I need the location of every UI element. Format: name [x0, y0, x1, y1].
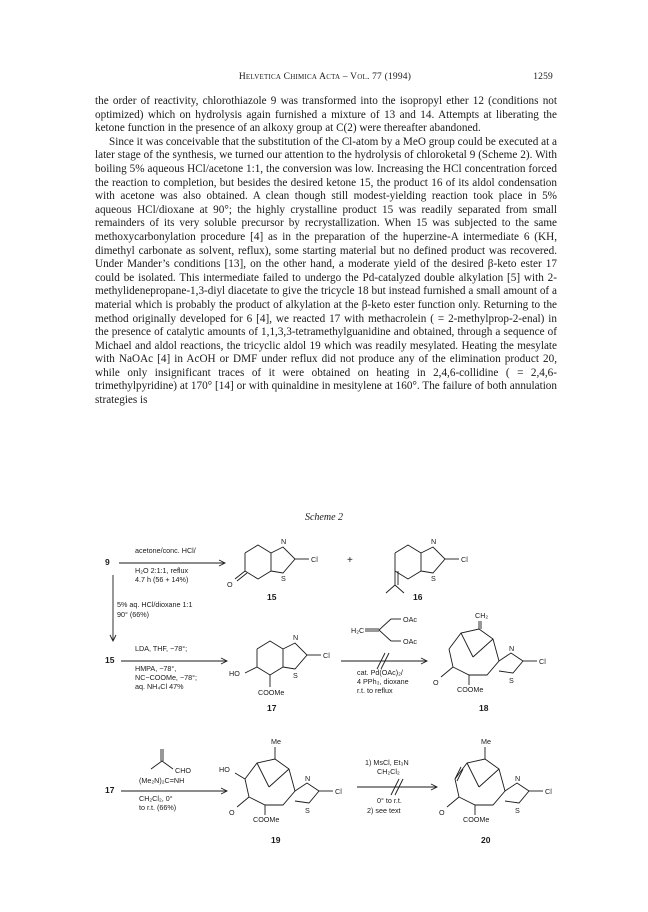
compound-17-label-2: 17	[105, 785, 115, 795]
cond-3-line3: NC−COOMe, −78°;	[135, 673, 197, 682]
atom-s-16: S	[431, 574, 436, 583]
diacetate-reagent	[365, 619, 401, 641]
compound-15-label-2: 15	[105, 655, 115, 665]
atom-me-20: Me	[481, 737, 491, 746]
structure-15-top	[235, 545, 309, 581]
atom-ho-19: HO	[219, 765, 230, 774]
structure-20	[447, 747, 543, 815]
atom-oac-1: OAc	[403, 615, 417, 624]
paragraph-2: Since it was conceivable that the substitution of the Cl-atom by a MeO group could be executed at a later stage of the synthesis, we turned our attention to the hydrolysis of chloroketal 9 (Scheme 2). With boiling 5% aqueous HCl/acetone 1:1, the conversion was low. Increasing the HCl concentration forced the reaction to completion, but besides the desired ketone 15, the product 16 of its aldol condensation with acetone was also obtained. A clean though still modest-yielding reaction took place in 5% aqueous HCl/dioxane at 90°; the highly crystalline product 15 was readily separated from small remainders of its very soluble precursor by recrystallization. When 15 was subjected to the same methoxycarbonylation procedure [4] as in the preparation of the huperzine-A intermediate 6 (KH, dimethyl carbonate as solvent, reflux), some starting material but no defined product was recovered. Under Mander’s conditions [13], on the other hand, a moderate yield of the desired β-keto ester 17 could be isolated. This intermediate failed to undergo the Pd-catalyzed double alkylation [5] with 2-methylidenepropane-1,3-diyl diacetate to give the tricycle 18 but instead furnished a small amount of a material which is probably the product of alkylation at the β-keto ester function only. Returning to the method originally developed for 6 [4], we reacted 17 with methacrolein ( = 2-methylprop-2-enal) in the presence of catalytic amounts of 1,1,3,3-tetramethylguanidine and obtained, through a sequence of Michael and aldol reactions, the tricyclic aldol 19 which was readily mesylated. Heating the mesylate with NaOAc [4] in AcOH or DMF under reflux did not produce any of the elimination product 20, while only insignificant traces of it were obtained on heating in 2,4,6-collidine ( = 2,4,6-trimethylpyridine) at 170° [14] or with quinaldine in mesitylene at 160°. The failure of both annulation strategies is	[95, 135, 557, 407]
atom-n-15: N	[281, 537, 287, 546]
compound-19-label: 19	[271, 835, 281, 845]
atom-s-15: S	[281, 574, 286, 583]
cond-6-line4: 2) see text	[367, 806, 401, 815]
cond-5-line3: to r.t. (66%)	[139, 803, 177, 812]
atom-s-17: S	[293, 671, 298, 680]
page-number: 1259	[533, 72, 553, 82]
atom-ch2-18: CH₂	[475, 611, 489, 620]
atom-n-19: N	[305, 774, 311, 783]
cond-2-line1: 5% aq. HCl/dioxane 1:1	[117, 600, 193, 609]
atom-coome-18: COOMe	[457, 685, 484, 694]
running-header	[95, 72, 555, 86]
structure-17	[245, 641, 321, 687]
atom-n-17: N	[293, 633, 299, 642]
cond-1-line3: 4.7 h (56 + 14%)	[135, 575, 189, 584]
atom-cl-15: Cl	[311, 555, 318, 564]
structure-16	[386, 545, 459, 593]
compound-16-label: 16	[413, 592, 423, 602]
compound-9-label: 9	[105, 557, 110, 567]
cond-3-line1: LDA, THF, −78°;	[135, 644, 188, 653]
atom-n-20: N	[515, 774, 521, 783]
scheme-title: Scheme 2	[304, 512, 344, 523]
cond-3-line2: HMPA, −78°,	[135, 664, 177, 673]
atom-cl-19: Cl	[335, 787, 342, 796]
cond-6-line1: 1) MsCl, Et₃N	[365, 758, 409, 767]
atom-cl-20: Cl	[545, 787, 552, 796]
plus-sign: +	[347, 555, 353, 566]
cond-4-line3: r.t. to reflux	[357, 686, 393, 695]
atom-cl-17: Cl	[323, 651, 330, 660]
cond-4-line1: cat. Pd(OAc)₂/	[357, 668, 403, 677]
structure-19	[235, 747, 333, 815]
cond-2-line2: 90° (66%)	[117, 610, 150, 619]
cond-1-line1: acetone/conc. HCl/	[135, 546, 196, 555]
paragraph-1: the order of reactivity, chlorothiazole 9 was transformed into the isopropyl ether 12 (conditions not optimized) which on hydrolysis again furnished a mixture of 13 and 14. Attempts at liberating the ketone function in the presence of an alkoxy group at C(2) were thereafter abandoned.	[95, 95, 557, 135]
cond-6-line2: CH₂Cl₂	[377, 767, 400, 776]
compound-17-label: 17	[267, 703, 277, 713]
compound-15-label: 15	[267, 592, 277, 602]
cond-3-line4: aq. NH₄Cl 47%	[135, 682, 184, 691]
compound-20-label: 20	[481, 835, 491, 845]
journal-title: Helvetica Chimica Acta – Vol. 77 (1994)	[238, 72, 412, 82]
cond-5-line1: (Me₂N)₂C=NH	[139, 776, 185, 785]
atom-me-19: Me	[271, 737, 281, 746]
atom-cl-16: Cl	[461, 555, 468, 564]
atom-coome-19: COOMe	[253, 815, 280, 824]
atom-s-18: S	[509, 676, 514, 685]
methacrolein-reagent	[151, 749, 173, 769]
atom-cho: CHO	[175, 766, 191, 775]
structure-18	[441, 621, 537, 685]
cond-5-line2: CH₂Cl₂, 0°	[139, 794, 173, 803]
atom-coome-20: COOMe	[463, 815, 490, 824]
body-text	[95, 95, 557, 408]
cond-6-line3: 0° to r.t.	[377, 796, 402, 805]
cond-4-line2: 4 PPh₃, dioxane	[357, 677, 409, 686]
cond-1-line2: H₂O 2:1:1, reflux	[135, 566, 189, 575]
atom-h2c: H₂C	[351, 626, 365, 635]
atom-s-19: S	[305, 806, 310, 815]
atom-n-16: N	[431, 537, 437, 546]
atom-oac-2: OAc	[403, 637, 417, 646]
reaction-scheme	[95, 525, 555, 855]
atom-ho-17: HO	[229, 669, 240, 678]
atom-o-15: O	[227, 580, 233, 589]
atom-o-20: O	[439, 808, 445, 817]
atom-cl-18: Cl	[539, 657, 546, 666]
atom-o-18: O	[433, 678, 439, 687]
atom-coome-17: COOMe	[258, 688, 285, 697]
compound-18-label: 18	[479, 703, 489, 713]
atom-n-18: N	[509, 644, 515, 653]
atom-o-19: O	[229, 808, 235, 817]
atom-s-20: S	[515, 806, 520, 815]
